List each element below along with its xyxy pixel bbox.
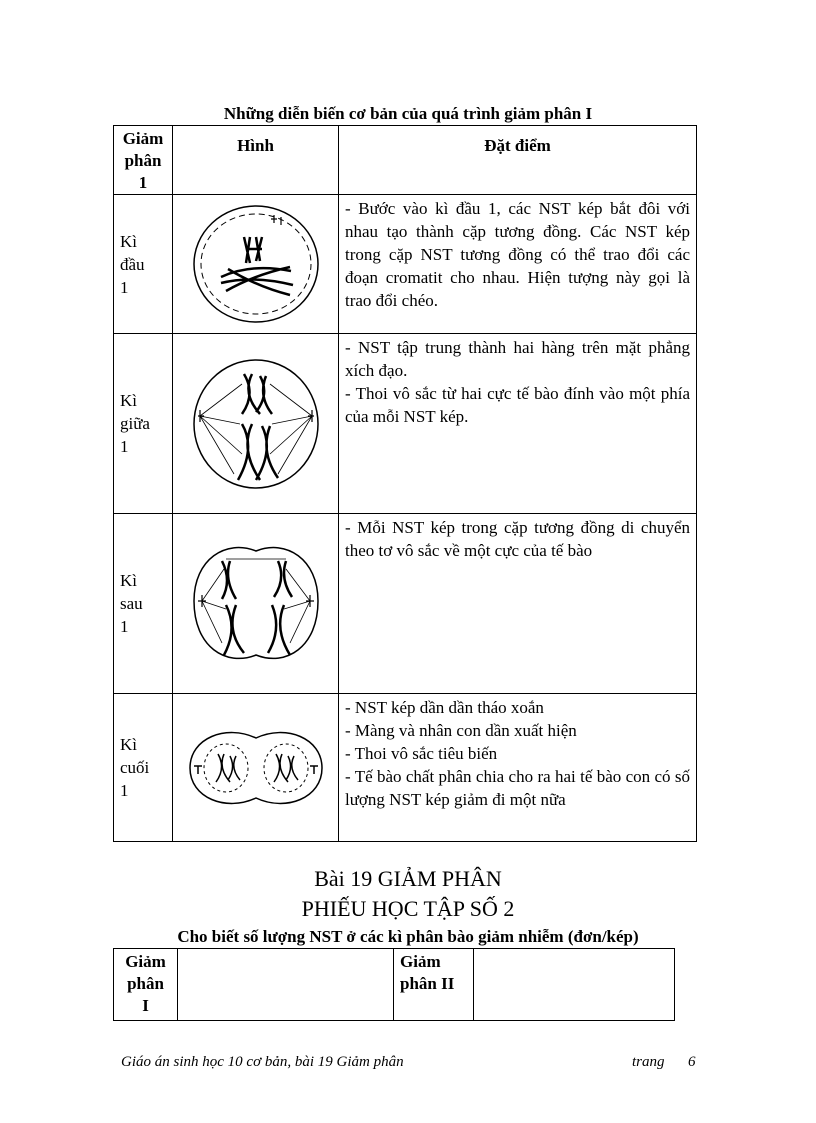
footer-title: Giáo án sinh học 10 cơ bản, bài 19 Giảm phân bbox=[121, 1054, 404, 1070]
telophase-figure-cell bbox=[173, 694, 339, 842]
features-cell bbox=[339, 334, 697, 514]
feature-line: - Tế bào chất phân chia cho ra hai tế bào con có số lượng NST kép giảm đi một nữa bbox=[345, 767, 690, 809]
feature-line: - Bước vào kì đầu 1, các NST kép bắt đôi với nhau tạo thành cặp tương đồng. Các NST kép trong cặp NST tương đồng có thể trao đổi các đoạn cromatit cho nhau. Hiện tượng này gọi là trao đổi chéo. bbox=[345, 199, 690, 310]
header-figure: Hình bbox=[173, 126, 339, 195]
meiosis-ii-label: Giảm phân II bbox=[394, 949, 474, 1021]
metaphase-cell-diagram-icon bbox=[186, 354, 326, 494]
feature-line: - NST kép dần dần tháo xoắn bbox=[345, 698, 544, 717]
feature-line: - NST tập trung thành hai hàng trên mặt phẳng xích đạo. bbox=[345, 338, 690, 380]
header-features: Đặt điểm bbox=[339, 126, 697, 195]
features-cell bbox=[339, 514, 697, 694]
feature-line: - Thoi vô sắc tiêu biến bbox=[345, 744, 498, 763]
feature-line: - Màng và nhân con dần xuất hiện bbox=[345, 721, 577, 740]
footer-page-label: trang bbox=[632, 1054, 665, 1070]
table1-title: Những diễn biến cơ bản của quá trình giảm phân I bbox=[223, 104, 593, 123]
worksheet-table bbox=[113, 948, 675, 1021]
phase-label: Kì giữa 1 bbox=[114, 334, 173, 514]
feature-line: - Thoi vô sắc từ hai cực tế bào đính vào một phía của mỗi NST kép. bbox=[345, 384, 690, 426]
phase-label: Kì sau 1 bbox=[114, 514, 173, 694]
phase-label: Kì đầu 1 bbox=[114, 195, 173, 334]
meiosis-i-label: Giảm phân I bbox=[114, 949, 178, 1021]
table2-title: Cho biết số lượng NST ở các kì phân bào giảm nhiễm (đơn/kép) bbox=[177, 927, 639, 946]
metaphase-figure-cell bbox=[173, 334, 339, 514]
table1-header-row bbox=[114, 126, 697, 195]
anaphase-cell-diagram-icon bbox=[186, 539, 326, 669]
meiosis-ii-answer-cell[interactable] bbox=[474, 949, 675, 1021]
phase-label: Kì cuối 1 bbox=[114, 694, 173, 842]
meiosis-i-answer-cell[interactable] bbox=[178, 949, 394, 1021]
footer-page-number: 6 bbox=[688, 1054, 696, 1070]
table-row-metaphase bbox=[114, 334, 697, 514]
worksheet-heading: PHIẾU HỌC TẬP SỐ 2 bbox=[301, 896, 515, 921]
feature-line: - Mỗi NST kép trong cặp tương đồng di chuyển theo tơ vô sắc về một cực của tế bào bbox=[345, 518, 690, 560]
prophase-figure-cell bbox=[173, 195, 339, 334]
features-cell bbox=[339, 694, 697, 842]
lesson-heading: Bài 19 GIẢM PHÂN bbox=[314, 866, 502, 891]
table-row bbox=[114, 949, 675, 1021]
telophase-cell-diagram-icon bbox=[186, 728, 326, 808]
header-phase: Giảm phân 1 bbox=[114, 126, 173, 195]
anaphase-figure-cell bbox=[173, 514, 339, 694]
meiosis-table bbox=[113, 125, 697, 842]
table-row-prophase bbox=[114, 195, 697, 334]
features-cell bbox=[339, 195, 697, 334]
table-row-anaphase bbox=[114, 514, 697, 694]
table-row-telophase bbox=[114, 694, 697, 842]
prophase-cell-diagram-icon bbox=[186, 199, 326, 329]
